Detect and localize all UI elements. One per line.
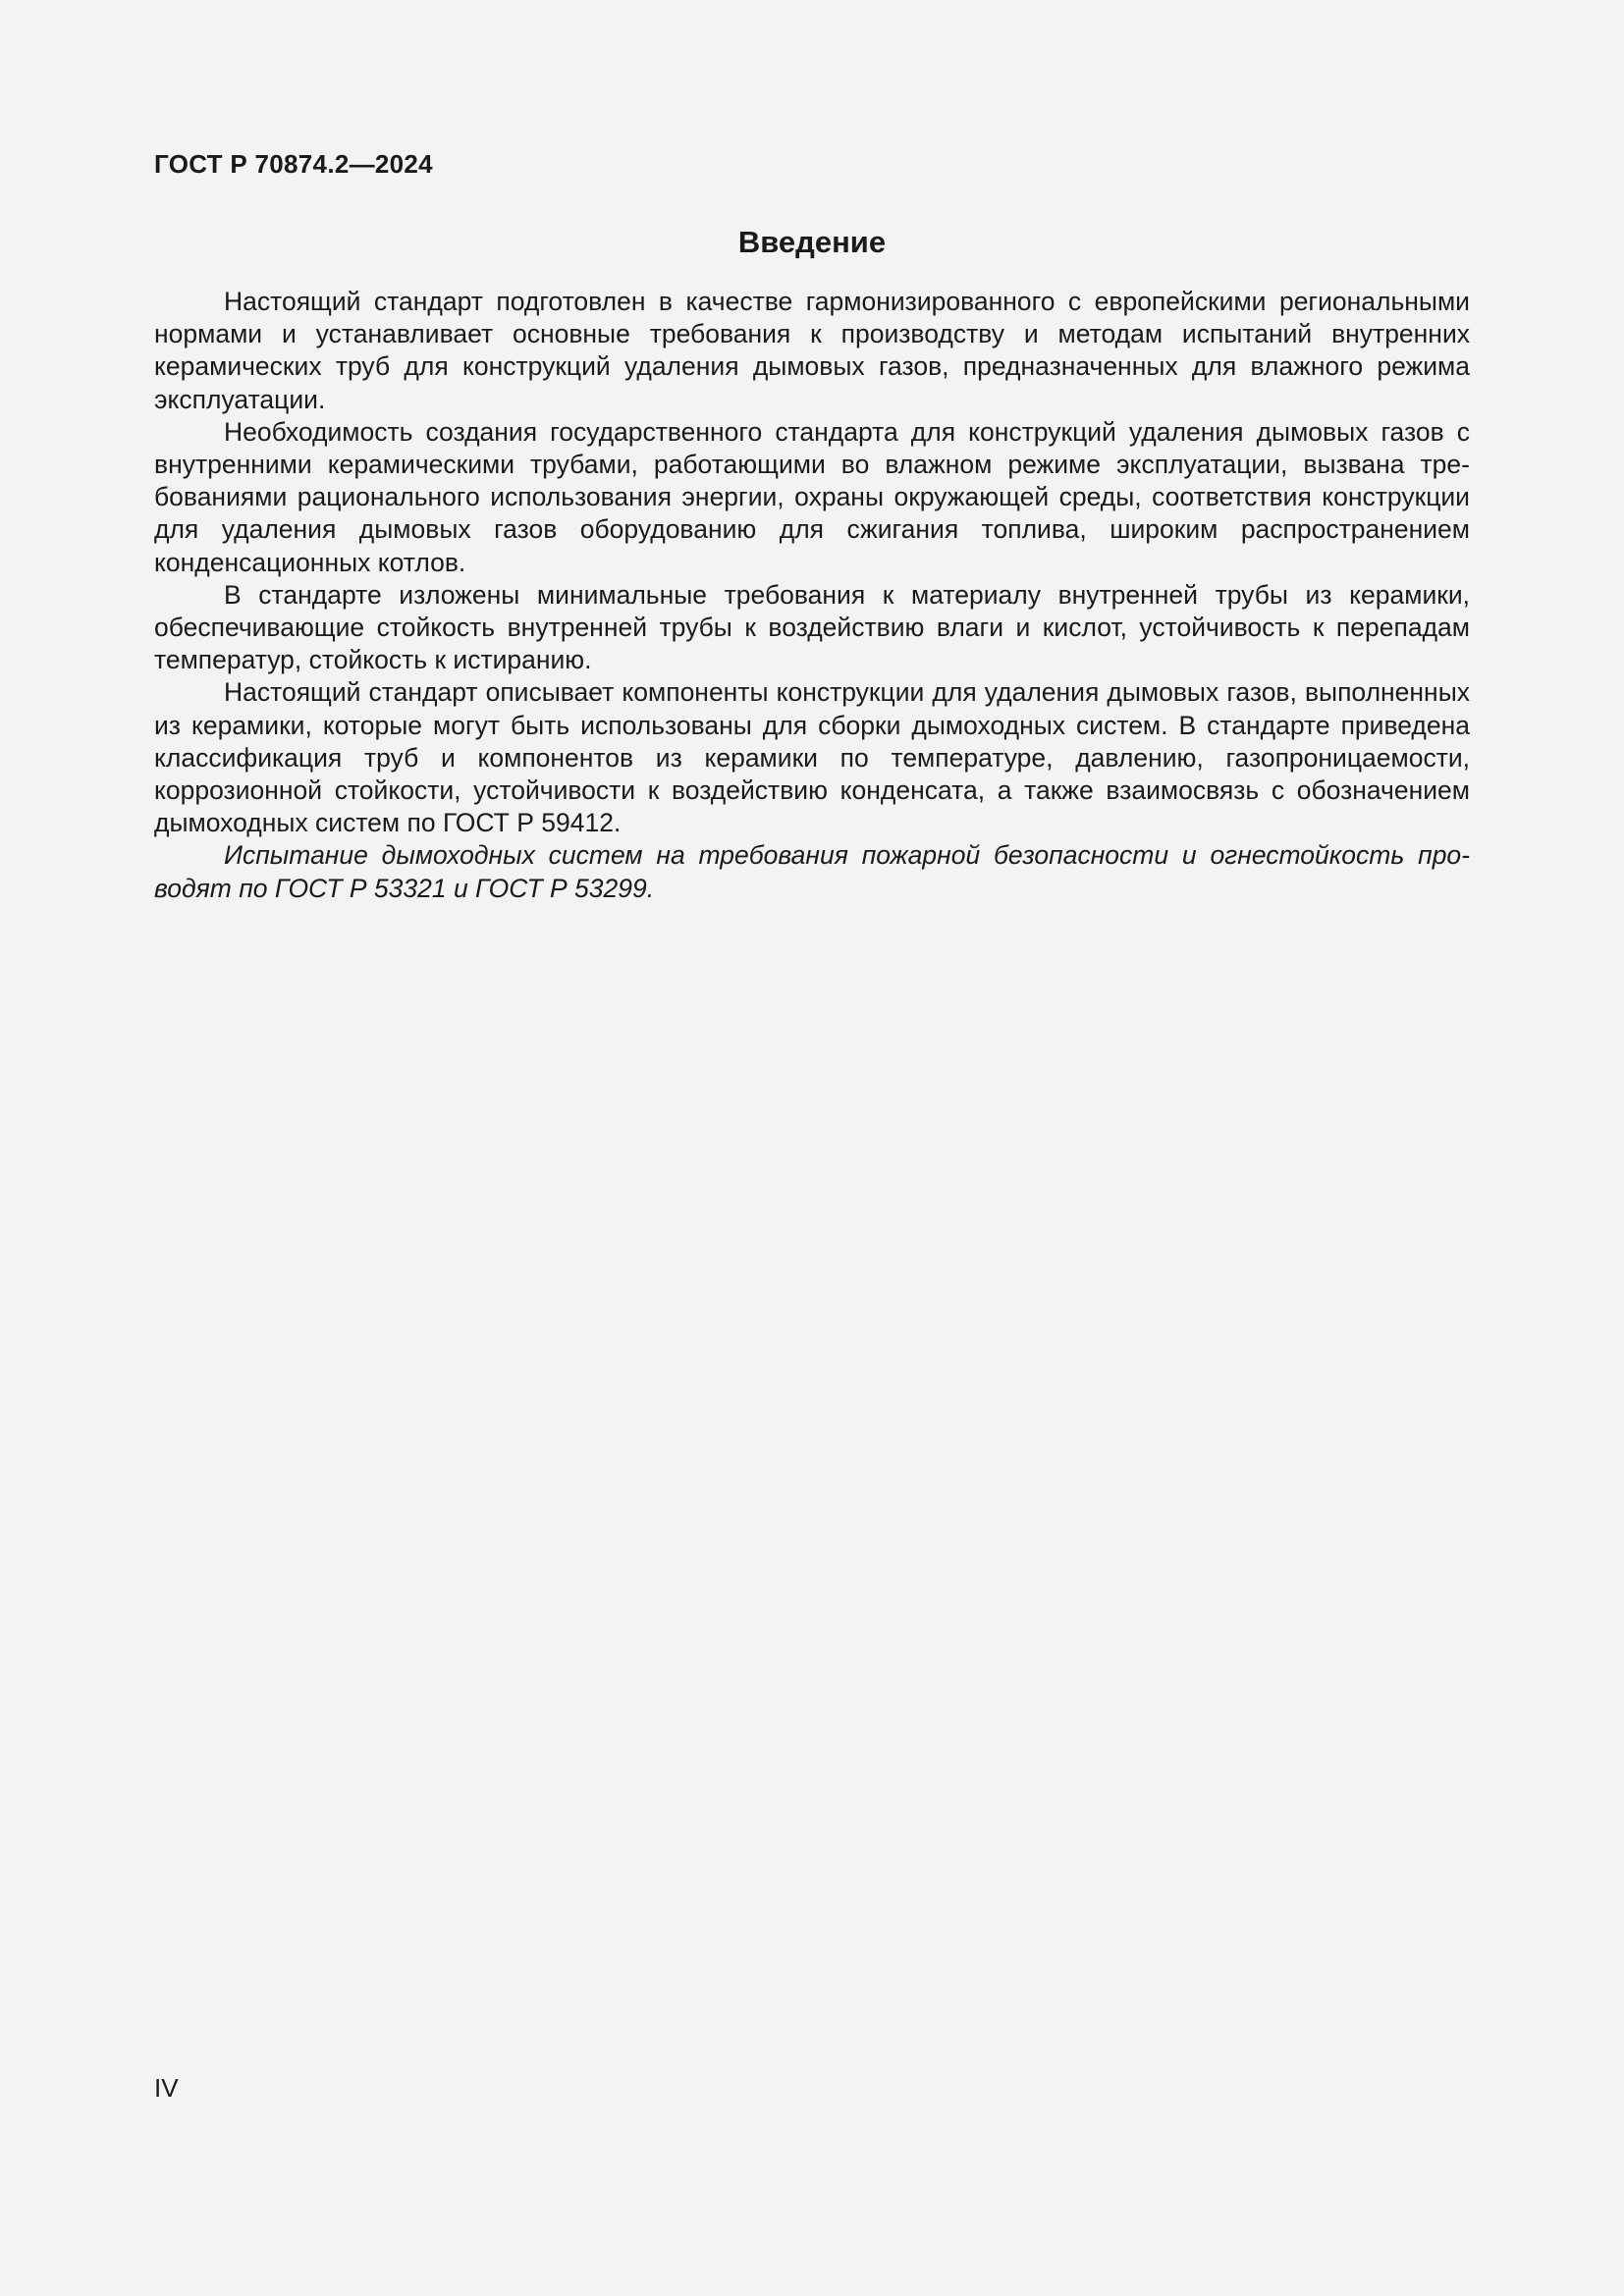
paragraph: В стандарте изложены минимальные требования к материалу внутренней трубы из керамики, обеспечивающие стойкость внутренней трубы к воздействию влаги и кислот, устойчивость к перепадам температур, стойкость к истиранию. bbox=[154, 579, 1470, 675]
paragraph-italic-note: Испытание дымоходных систем на требования пожарной безопасности и огнестойкость проводят по ГОСТ Р 53321 и ГОСТ Р 53299. bbox=[154, 840, 1470, 903]
section-title: Введение bbox=[737, 225, 887, 259]
paragraph: Настоящий стандарт подготовлен в качестве гармонизированного с европейскими региональными нормами и устанавливает основные требования к производству и методам испытаний внутренних керамических труб для конструкций удаления дымовых газов, предназначенных для влажного режима эксплуатации. bbox=[154, 287, 1470, 414]
body-text bbox=[154, 286, 1470, 905]
paragraph: Необходимость создания государственного стандарта для конструкций удаления дымовых газов с внутренними керамическими трубами, работающими во влажном режиме эксплуатации, вызвана требованиями рационального использования энергии, охраны окружающей среды, соответствия конструкции для удаления дымовых газов оборудованию для сжигания топлива, широким распространением конденсационных котлов. bbox=[154, 416, 1470, 577]
page-number: IV bbox=[154, 2073, 179, 2103]
paragraph: Настоящий стандарт описывает компоненты конструкции для удаления дымовых газов, выполненных из керамики, которые могут быть использованы для сборки дымоходных систем. В стандарте приведена классификация труб и компонентов из керамики по температуре, давлению, газопроницаемости, коррозионной стойкости, устойчивости к воздействию конденсата, а также взаимосвязь с обозначением дымоходных систем по ГОСТ Р 59412. bbox=[154, 677, 1470, 838]
document-header-id: ГОСТ Р 70874.2—2024 bbox=[154, 149, 433, 179]
